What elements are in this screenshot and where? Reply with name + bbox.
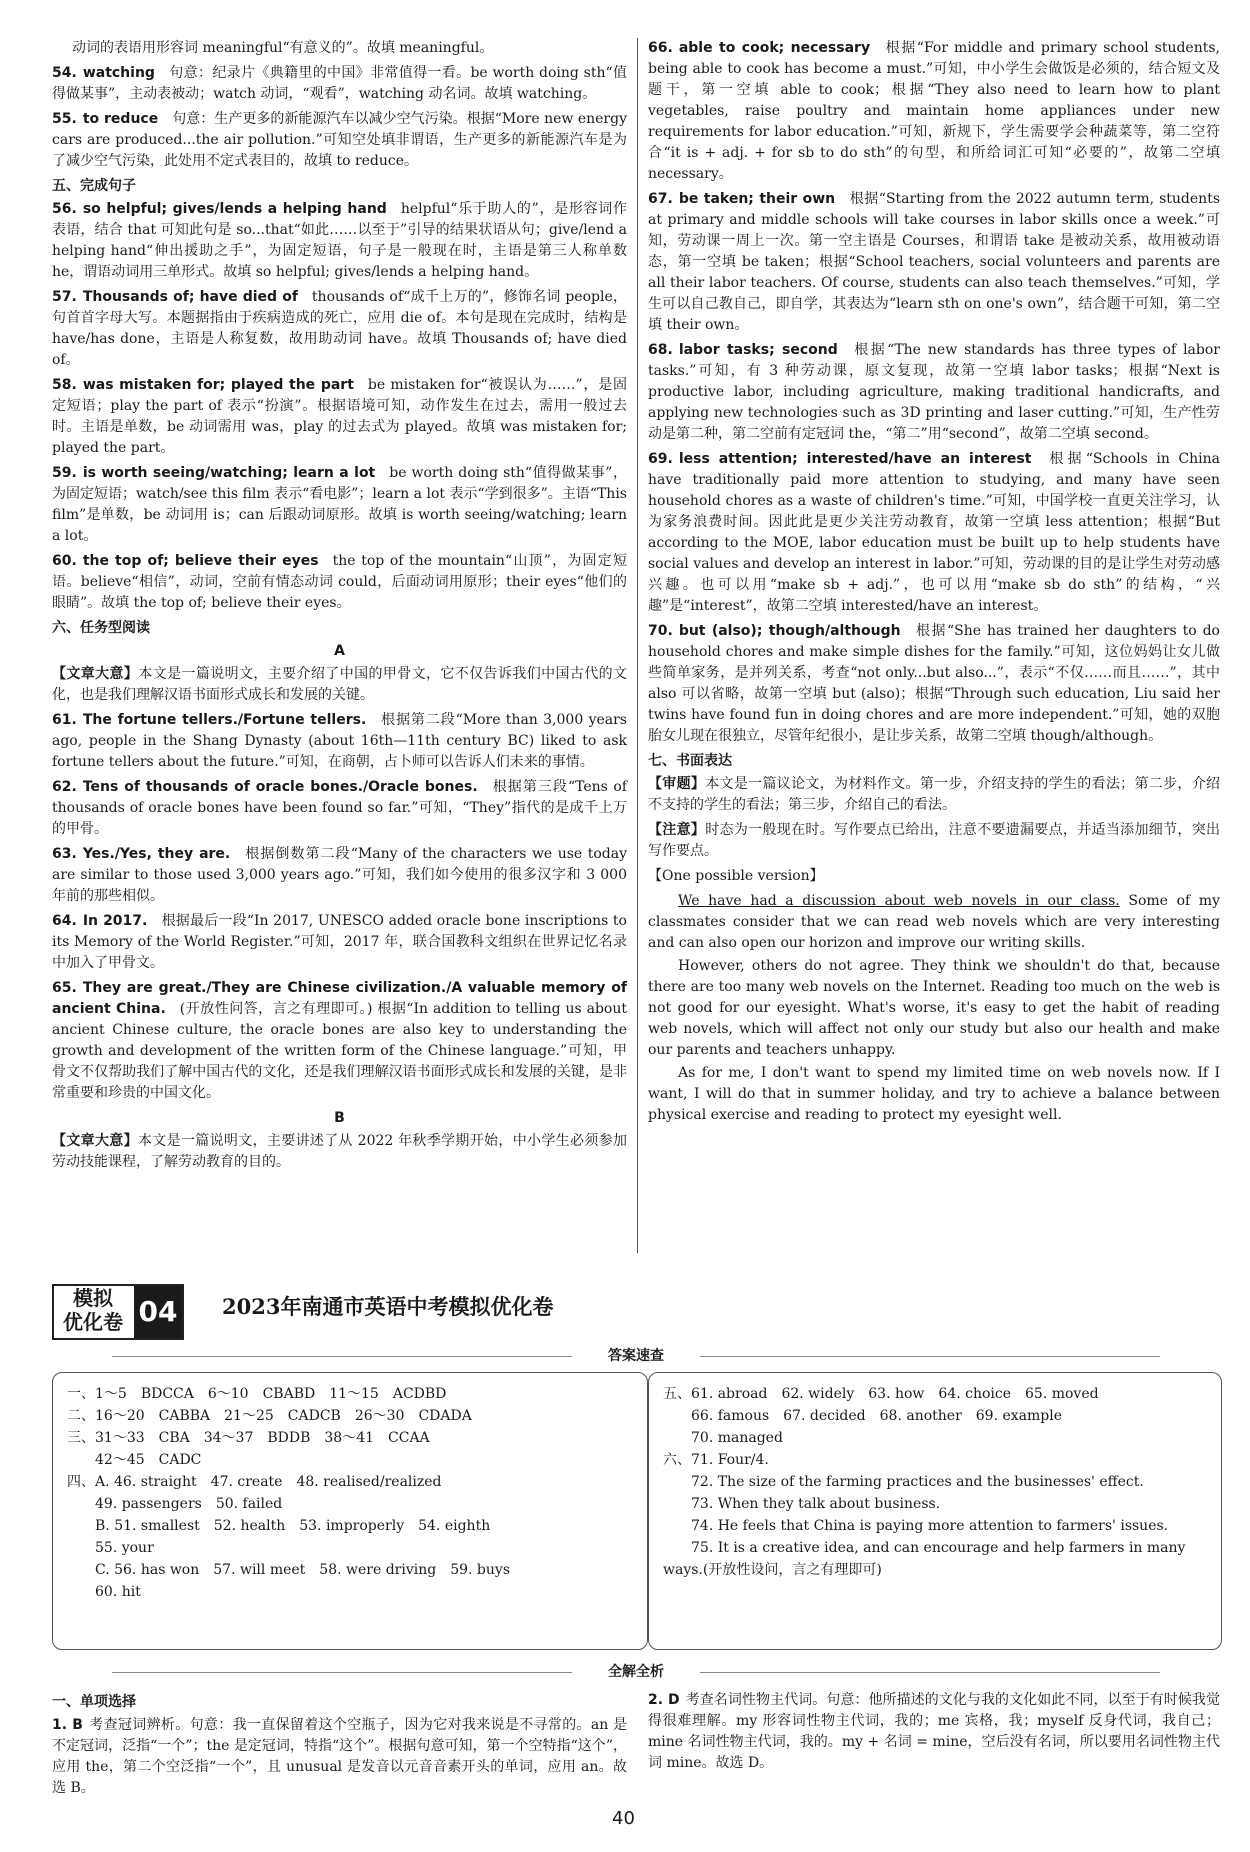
answer-item [648,189,1220,336]
item-explanation: (开放性问答，言之有理即可。) 根据“In addition to telling us about ancient Chinese culture, the oracle bones are also key to understanding the growth and development of the written form of the Chinese language.”可知，甲骨文不仅帮助我们了解中国古代的文化，还是我们理解汉语书面形式成长和发展的关键，是非常重要和珍贵的中国文化。 [52,1001,627,1101]
item-number: 54. [52,65,77,81]
item-number: 67. [648,191,673,207]
item-explanation: 根据“She has trained her daughters to do household chores and make simple dishes for the family.”可知，这位妈妈让女儿做些简单家务，是并列关系，考查“not only...but also...”，表示“不仅……而且……”，其中 also 可以省略，故第一空填 but (also)；根据“Through such education, Liu said her twins have found fun in doing chores and are more independent.”可知，她的双胞胎女儿现在很独立，尽管年纪很小，是让步关系，故第二空填 though/although。 [648,623,1220,744]
item-answer: less attention; interested/have an interest [678,451,1032,467]
item-answer: the top of; believe their eyes [82,553,319,569]
item-explanation: thousands of“成千上万的”，修饰名词 people，句首首字母大写。本题据指由于疾病造成的死亡，应用 die of。本句是现在完成时，结构是 have/has done，主语是人称复数，故用助动词 have。故填 Thousands of; have died of。 [52,289,627,368]
item-answer: Tens of thousands of oracle bones./Oracle bones. [82,779,478,795]
quick-answer-line: C. 56. has won 57. will meet 58. were driving 59. buys [67,1562,511,1578]
quick-answer-line: 60. hit [67,1584,141,1600]
item-explanation: 句意：纪录片《典籍里的中国》非常值得一看。be worth doing sth“值得做某事”，主动表被动；watch 动词，“观看”，watching 动名词。故填 watching。 [52,65,627,102]
item-number: 63. [52,846,77,862]
answer-item [52,777,627,840]
badge-bottom: 优化卷 [63,1310,123,1334]
quick-answer-line: B. 51. smallest 52. health 53. improperly 54. eighth [67,1518,491,1534]
essay-paragraph-1: We have had a discussion about web novels in our class. Some of my classmates consider that we can read web novels which are very interesting and can also open our horizon and improve our writing skills. [648,893,1220,951]
item-number: 68. [648,342,673,358]
item-answer: watching [82,65,155,81]
answer-item [648,38,1220,185]
item-answer: was mistaken for; played the part [82,377,354,393]
quick-answer-line: 66. famous 67. decided 68. another 69. example [663,1408,1063,1424]
quick-answer-line: 74. He feels that China is paying more attention to farmers' issues. [663,1518,1169,1534]
answer-item [52,911,627,974]
section-6-heading: 六、任务型阅读 [52,620,150,636]
item-explanation: 根据最后一段“In 2017, UNESCO added oracle bone inscriptions to its Memory of the World Register.”可知，2017 年，联合国教科文组织在世界记忆名录中加入了甲骨文。 [52,913,627,971]
answer-item [648,621,1220,747]
item-answer: labor tasks; second [678,342,838,358]
exam-title: 2023年南通市英语中考模拟优化卷 [222,1294,554,1319]
item-explanation: 句意：生产更多的新能源汽车以减少空气污染。根据“More new energy cars are produced...the air pollution.”可知空处填非谓语，生产更多的新能源汽车是为了减少空气污染，此处用不定式表目的，故填 to reduce。 [52,111,627,169]
quick-answer-line: 三、31～33 CBA 34～37 BDDB 38～41 CCAA [67,1430,430,1446]
quick-answer-line: 72. The size of the farming practices and the businesses' effect. [663,1474,1144,1490]
answer-item [52,287,627,371]
item-answer: In 2017. [82,913,148,929]
item-answer: Thousands of; have died of [82,289,298,305]
answer-item [52,978,627,1104]
item-answer: able to cook; necessary [678,40,871,56]
answer-item [52,109,627,172]
item-explanation: 根据“For middle and primary school students, being able to cook has become a must.”可知，中小学生会做饭是必须的，结合短文及题干，第一空填 able to cook；根据“They also need to learn how to plant vegetables, raise poultry and maintain home appliances under new requirements for labor education.”可知，新规下，学生需要学会种蔬菜等，第二空符合“it is + adj. + for sb to do sth”的句型，和所给词汇可知“必要的”，故第二空填 necessary。 [648,40,1220,182]
quick-answer-line: 75. It is a creative idea, and can encourage and help farmers in many ways.(开放性设问，言之有理即可) [663,1540,1186,1578]
analysis-item-2: 2. D 考查名词性物主代词。句意：他所描述的文化与我的文化如此不同，以至于有时候我觉得很难理解。my 形容词性物主代词，我的；me 宾格，我；myself 反身代词，我自己；mine 名词性物主代词，我的。my + 名词 = mine，空后没有名词，所以要用名词性物主代词 mine。故选 D。 [648,1692,1220,1771]
item-answer: to reduce [82,111,159,127]
writing-notes: 【注意】时态为一般现在时。写作要点已给出，注意不要遗漏要点，并适当添加细节，突出写作要点。 [648,822,1221,859]
item-explanation: 根据“Starting from the 2022 autumn term, students at primary and middle schools will take courses in labor skills once a week.”可知，劳动课一周上一次。第一空主语是 Courses，和谓语 take 是被动关系，故用被动语态，第一空填 be taken；根据“School teachers, social volunteers and parents are all their labor teachers. Of course, students can also teach themselves.”可知，学生可以自己教自己，即自学，其表达为“learn sth on one's own”，结合题干可知，第二空填 their own。 [648,191,1221,333]
quick-answer-line: 五、61. abroad 62. widely 63. how 64. choice 65. moved [663,1386,1099,1402]
sample-essay [648,891,1220,1126]
answer-item [52,375,627,459]
item-answer: They are great./They are Chinese civilization./A valuable memory of ancient China. [52,980,627,1017]
analysis-item-1: 1. B 考查冠词辨析。句意：我一直保留着这个空瓶子，因为它对我来说是不寻常的。an 是不定冠词，泛指“一个”；the 是定冠词，特指“这个”。根据句意可知，第一个空特指“这个”，应用 the，第二个空泛指“一个”，且 unusual 是发音以元音音素开头的单词，应用 an。故选 B。 [52,1717,627,1796]
quick-answer-line: 70. managed [663,1430,783,1446]
quick-answer-line: 一、1～5 BDCCA 6～10 CBABD 11～15 ACDBD [67,1386,447,1402]
item-explanation: be worth doing sth“值得做某事”，为固定短语；watch/see this film 表示“看电影”；learn a lot 表示“学到很多”。主语“This film”是单数，be 动词用 is；can 后跟动词原形。故填 is worth seeing/watching; learn a lot。 [52,465,627,544]
analysis-left [52,1690,627,1803]
answer-item [52,199,627,283]
page-number: 40 [612,1808,635,1829]
quick-answer-line: 73. When they talk about business. [663,1496,941,1512]
badge-number: 04 [134,1286,182,1338]
item-explanation: the top of the mountain“山顶”，为固定短语。believe“相信”，动词，空前有情态动词 could，后面动词用原形；their eyes“他们的眼睛”。故填 the top of; believe their eyes。 [52,553,627,611]
summary-a: 【文章大意】本文是一篇说明文，主要介绍了中国的甲骨文，它不仅告诉我们中国古代的文化，也是我们理解汉语书面形式成长和发展的关键。 [52,666,628,703]
writing-analysis: 【审题】本文是一篇议论文，为材料作文。第一步，介绍支持的学生的看法；第二步，介绍不支持的学生的看法；第三步，介绍自己的看法。 [648,776,1221,813]
passage-a-label: A [334,643,345,659]
summary-b: 【文章大意】本文是一篇说明文，主要讲述了从 2022 年秋季学期开始，中小学生必须参加劳动技能课程，了解劳动教育的目的。 [52,1133,627,1170]
right-column [648,38,1220,1128]
item-number: 60. [52,553,77,569]
quick-answers-right [648,1372,1222,1650]
item-number: 69. [648,451,673,467]
section-5-heading: 五、完成句子 [52,178,136,194]
item-number: 61. [52,712,77,728]
exam-badge [52,1284,184,1340]
answer-item [52,844,627,907]
exam-banner [52,1284,1220,1336]
item-explanation: 根据“The new standards has three types of labor tasks.”可知，有 3 种劳动课，原文复现，故第一空填 labor tasks；根据“Next is productive labor, including agriculture, making traditional handicrafts, and applying new technologies such as 3D printing and laser cutting.”可知，生产性劳动是第二种，第二空前有定冠词 the，“第二”用“second”，故第二空填 second。 [648,342,1220,442]
item-number: 70. [648,623,673,639]
item-explanation: 根据第三段“Tens of thousands of oracle bones have been found so far.”可知，“They”指代的是成千上万的甲骨。 [52,779,627,837]
item-number: 55. [52,111,77,127]
item-number: 58. [52,377,77,393]
item-answer: Yes./Yes, they are. [82,846,231,862]
item-answer: is worth seeing/watching; learn a lot [82,465,376,481]
single-choice-heading: 一、单项选择 [52,1694,136,1710]
essay-paragraph-3: As for me, I don't want to spend my limited time on web novels now. If I want, I will do that in summer holiday, and try to achieve a balance between physical exercise and reading to protect my eyesight well. [648,1065,1220,1123]
answer-item [52,63,627,105]
item-answer: be taken; their own [678,191,836,207]
answer-item [52,551,627,614]
item-explanation: be mistaken for“被误认为……”，是固定短语；play the part of 表示“扮演”。根据语境可知，动作发生在过去，需用一般过去时。主语是单数，be 动词需用 was，play 的过去式为 played。故填 was mistaken for; played the part。 [52,377,627,456]
quick-answer-line: 二、16～20 CABBA 21～25 CADCB 26～30 CDADA [67,1408,472,1424]
item-answer: but (also); though/although [678,623,901,639]
full-analysis-title: 全解全析 [52,1662,1220,1682]
item-explanation: 根据倒数第二段“Many of the characters we use today are similar to those used 3,000 years ago.”可知，我们如今使用的很多汉字和 3 000 年前的那些相似。 [52,846,628,904]
quick-answer-line: 42～45 CADC [67,1452,202,1468]
quick-answer-line: 55. your [67,1540,154,1556]
quick-answer-line: 四、A. 46. straight 47. create 48. realised/realized [67,1474,442,1490]
item-number: 65. [52,980,77,996]
item-explanation: helpful“乐于助人的”，是形容词作表语，结合 that 可知此句是 so...that“如此……以至于”引导的结果状语从句；give/lend a helping hand“伸出援助之手”，为固定短语，句子是一般现在时，主语是第三人称单数 he，谓语动词用三单形式。故填 so helpful; gives/lends a helping hand。 [52,201,628,280]
item-explanation: 根据“Schools in China have traditionally paid more attention to studying, and many have seen household chores as a waste of children's time.”可知，中国学校一直更关注学习，认为家务浪费时间。因此此是更少关注劳动教育，故第一空填 less attention；根据“But according to the MOE, labor education must be built up to help students have social values and develop an interest in labor.”可知，劳动课的目的是让学生对劳动感兴趣。也可以用“make sb + adj.”，也可以用“make sb do sth”的结构，“兴趣”是“interest”，故第二空填 interested/have an interest。 [648,451,1221,614]
left-column [52,38,627,1177]
answer-item [52,38,627,59]
column-divider [637,38,638,1253]
quick-answer-line: 49. passengers 50. failed [67,1496,283,1512]
item-number: 57. [52,289,77,305]
answer-item [648,340,1220,445]
item-number: 64. [52,913,77,929]
analysis-right [648,1690,1220,1778]
section-7-heading: 七、书面表达 [648,753,732,769]
quick-answers-left [52,1372,648,1650]
answer-item [52,710,627,773]
item-answer: so helpful; gives/lends a helping hand [82,201,387,217]
essay-paragraph-2: However, others do not agree. They think we shouldn't do that, because there are too many web novels on the Internet. Reading too much on the web is not good for our eyesight. What's worse, it's easy to get the habit of reading web novels, which will affect not only our study but also our health and make our parents and teachers unhappy. [648,958,1220,1058]
badge-top: 模拟 [73,1286,113,1310]
quick-answer-title: 答案速查 [52,1346,1220,1366]
item-number: 62. [52,779,77,795]
item-explanation: 动词的表语用形容词 meaningful“有意义的”。故填 meaningful。 [72,40,494,56]
answer-item [648,449,1220,617]
item-number: 56. [52,201,77,217]
item-explanation: 根据第二段“More than 3,000 years ago, people in the Shang Dynasty (about 16th—11th century BC) liked to ask fortune tellers about the future.”可知，在商朝，占卜师可以告诉人们未来的事情。 [52,712,627,770]
answer-item [52,463,627,547]
version-label: 【One possible version】 [648,868,824,884]
quick-answer-line: 六、71. Four/4. [663,1452,769,1468]
item-number: 59. [52,465,77,481]
passage-b-label: B [334,1110,345,1126]
item-answer: The fortune tellers./Fortune tellers. [82,712,367,728]
item-number: 66. [648,40,673,56]
